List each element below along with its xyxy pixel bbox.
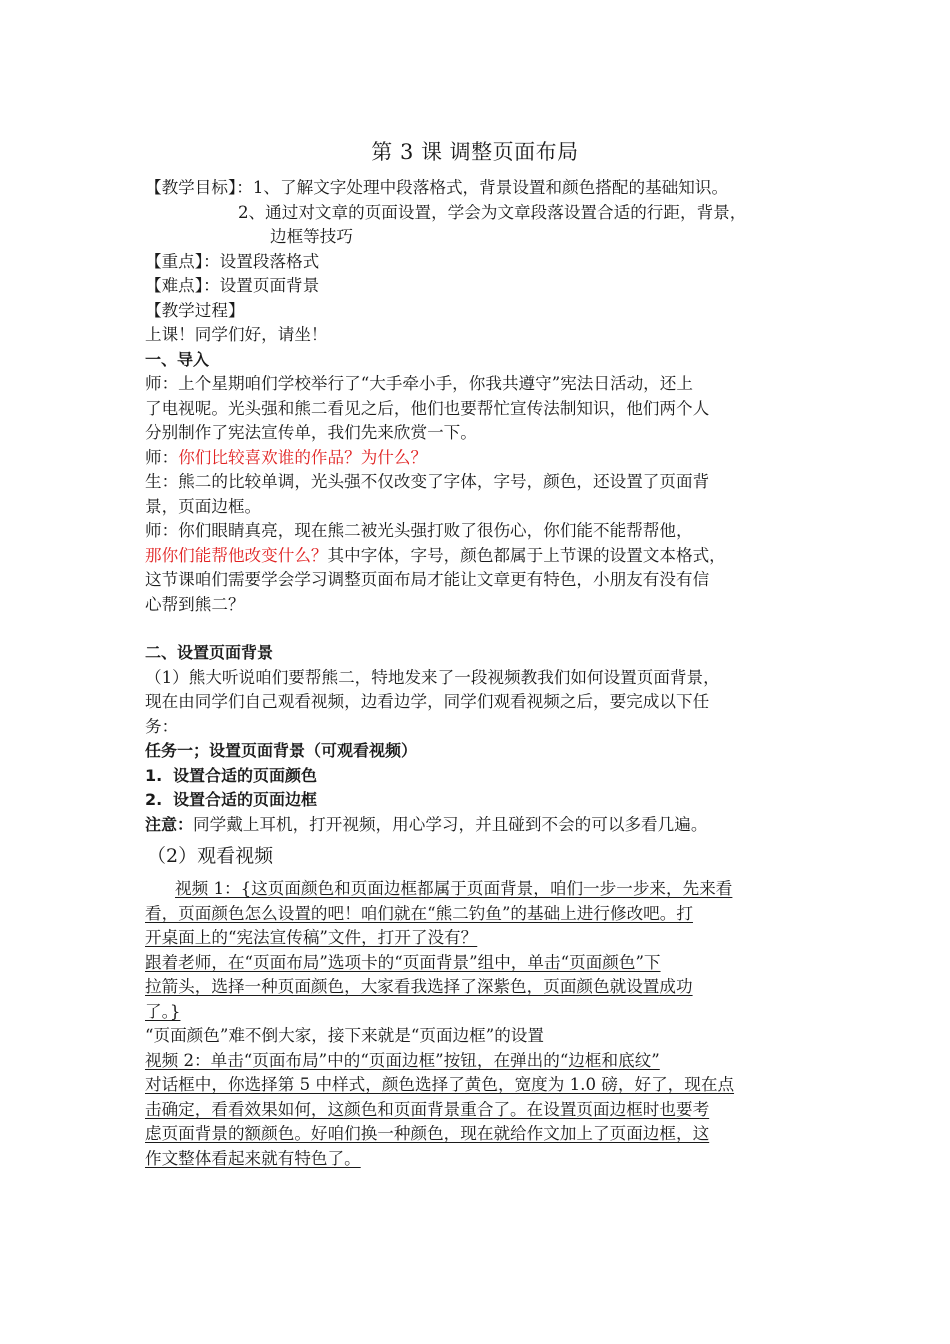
paragraph-line: 生：熊二的比较单调，光头强不仅改变了字体，字号，颜色，还设置了页面背 [145, 472, 710, 491]
subsection-2-heading: （2）观看视频 [147, 845, 274, 867]
note-label: 注意： [145, 814, 194, 834]
video-1-line: 看，页面颜色怎么设置的吧！咱们就在“熊二钓鱼”的基础上进行修改吧。打 [145, 903, 693, 923]
video-2-line: 作文整体看起来就有特色了。 [145, 1148, 361, 1168]
objective-line-1: 【教学目标】：1、了解文字处理中段落格式，背景设置和颜色搭配的基础知识。 [145, 178, 729, 197]
note-text: 同学戴上耳机，打开视频，用心学习，并且碰到不会的可以多看几遍。 [193, 814, 708, 834]
video-2-line: 虑页面背景的额颜色。好咱们换一种颜色，现在就给作文加上了页面边框，这 [145, 1124, 710, 1143]
paragraph-line: 分别制作了宪法宣传单，我们先来欣赏一下。 [145, 423, 477, 442]
section-2-heading: 二、设置页面背景 [145, 643, 274, 662]
task-item [145, 764, 815, 789]
red-question: 那你们能帮他改变什么？ [145, 545, 328, 565]
video-2-line: 击确定，看看效果如何，这颜色和页面背景重合了。在设置页面边框时也要考 [145, 1099, 710, 1119]
video-2-line: 对话框中，你选择第 5 中样式，颜色选择了黄色，宽度为 1.0 磅，好了，现在点 [145, 1075, 735, 1094]
transition-line: “页面颜色”难不倒大家，接下来就是“页面边框”的设置 [145, 1026, 544, 1045]
video-1-line: 跟着老师，在“页面布局”选项卡的“页面背景”组中，单击“页面颜色”下 [145, 952, 661, 972]
objective-line-2: 2、通过对文章的页面设置，学会为文章段落设置合适的行距，背景， [238, 202, 747, 222]
paragraph-line: 心帮到熊二？ [145, 594, 245, 614]
document-body [145, 176, 815, 1171]
video-2-line: 视频 2：单击“页面布局”中的“页面边框”按钮，在弹出的“边框和底纹” [145, 1050, 660, 1070]
paragraph-line: 现在由同学们自己观看视频，边看边学，同学们观看视频之后，要完成以下任 [145, 692, 710, 711]
greeting: 上课！同学们好，请坐！ [145, 325, 328, 344]
paragraph-line: 师：上个星期咱们学校举行了“大手牵小手，你我共遵守”宪法日活动，还上 [145, 374, 693, 393]
process-label: 【教学过程】 [145, 300, 245, 320]
note-line [145, 813, 815, 838]
video-1-line: 开桌面上的“宪法宣传稿”文件，打开了没有？ [145, 928, 478, 947]
video-1-line: 拉箭头，选择一种页面颜色，大家看我选择了深紫色，页面颜色就设置成功 [145, 977, 693, 996]
video-1-line: 视频 1：{这页面颜色和页面边框都属于页面背景，咱们一步一步来，先来看 [175, 879, 733, 898]
paragraph-line: 了电视呢。光头强和熊二看见之后，他们也要帮忙宣传法制知识，他们两个人 [145, 398, 710, 418]
paragraph-line: 这节课咱们需要学会学习调整页面布局才能让文章更有特色，小朋友有没有信 [145, 570, 710, 589]
paragraph-line: 师：你们眼睛真亮，现在熊二被光头强打败了很伤心，你们能不能帮帮他， [145, 521, 693, 540]
video-1-line: 了。} [145, 1001, 181, 1021]
teacher-question [145, 446, 815, 471]
task-number: 1. [145, 765, 163, 785]
task-text: 设置合适的页面边框 [173, 790, 318, 809]
key-point: 【重点】：设置段落格式 [145, 251, 320, 271]
question-prefix: 师： [145, 447, 179, 467]
difficulty: 【难点】：设置页面背景 [145, 276, 320, 295]
page-title: 第 3 课 调整页面布局 [371, 140, 579, 164]
paragraph-line-mixed [145, 544, 815, 569]
task-number: 2. [145, 790, 163, 809]
task-text: 设置合适的页面颜色 [173, 765, 318, 785]
paragraph-line: 务： [145, 716, 179, 736]
question-red-text: 你们比较喜欢谁的作品？为什么？ [178, 447, 428, 467]
objective-line-3: 边框等技巧 [270, 227, 353, 246]
paragraph-continuation: 其中字体，字号，颜色都属于上节课的设置文本格式， [327, 545, 726, 565]
paragraph-line: （1）熊大听说咱们要帮熊二，特地发来了一段视频教我们如何设置页面背景， [145, 667, 720, 687]
paragraph-line: 景，页面边框。 [145, 496, 262, 516]
task-title: 任务一；设置页面背景（可观看视频） [145, 741, 418, 760]
section-1-heading: 一、导入 [145, 349, 210, 369]
task-item [145, 788, 815, 813]
